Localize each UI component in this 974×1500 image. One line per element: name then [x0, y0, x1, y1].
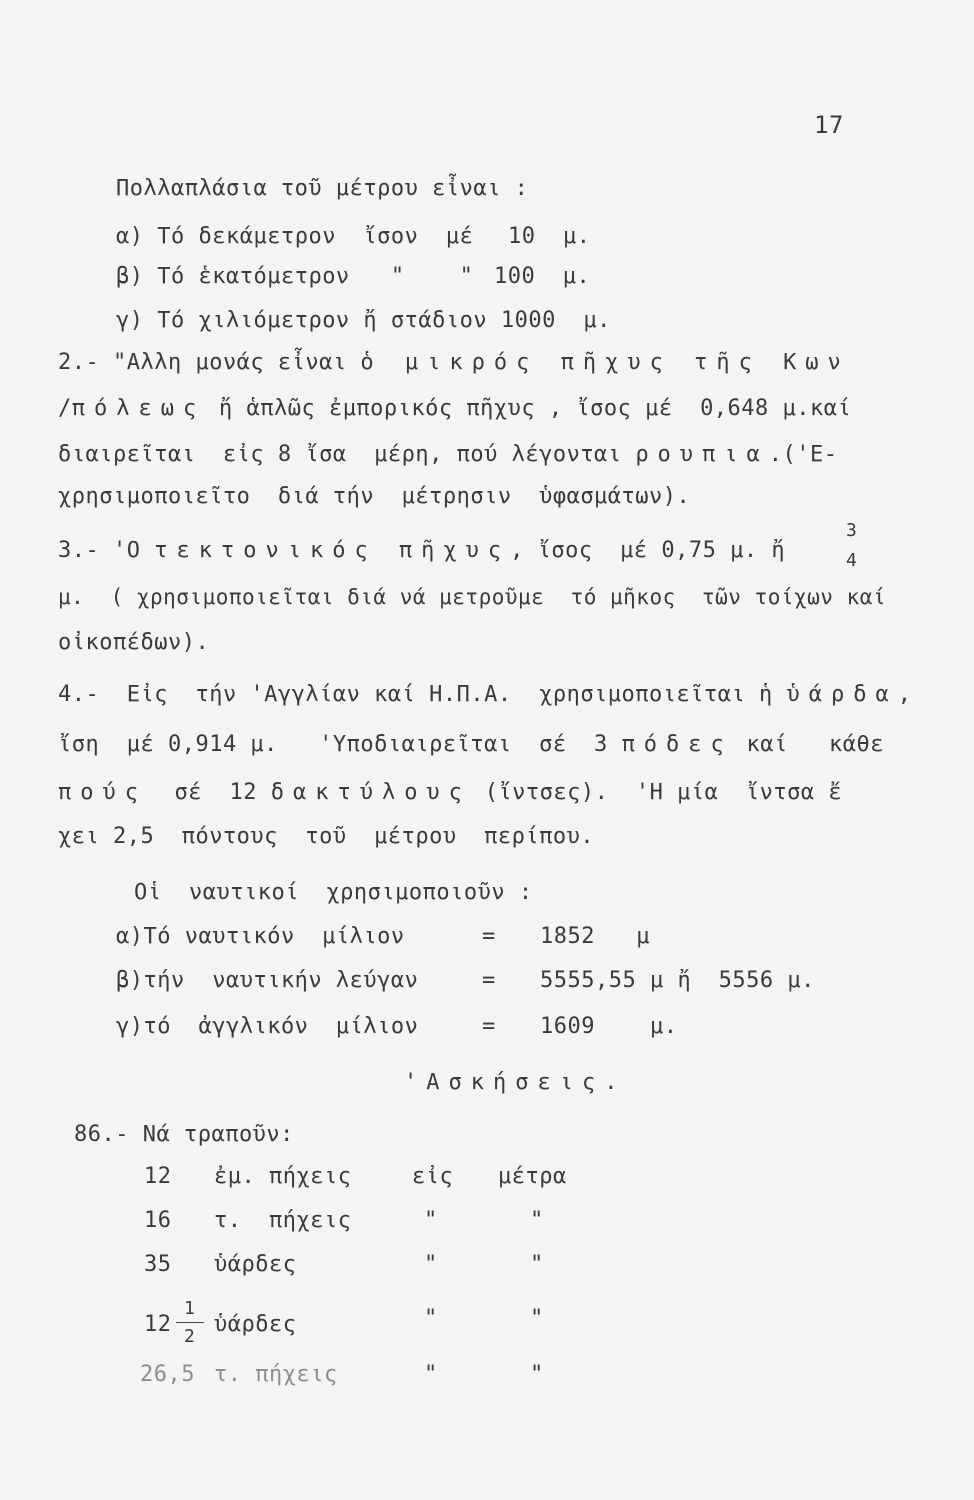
exercise-qty-3: 35 — [144, 1252, 172, 1277]
exercise-col2-4: " — [530, 1306, 544, 1331]
para2-line3-text: διαιρεῖται εἰς 8 ἴσα μέρη, πού λέγονται — [58, 442, 622, 467]
term-yard: ὑάρδα — [786, 682, 898, 707]
fraction-denominator: 4 — [846, 550, 857, 571]
exercises-title-text: 'Ασκήσεις — [404, 1070, 605, 1095]
multiples-heading: Πολλαπλάσια τοῦ μέτρου εἶναι : — [116, 176, 529, 201]
para4-line1-text: 4.- Εἰς τήν 'Αγγλίαν καί Η.Π.Α. χρησιμοποιεῖται ἡ — [58, 682, 773, 707]
exercise-col1-5: " — [424, 1362, 438, 1387]
para2-line2 — [58, 396, 851, 422]
para2-line3 — [58, 442, 838, 468]
term-foot: πούς — [58, 780, 147, 805]
item-letter: α) — [116, 224, 144, 249]
para4-comma: , — [897, 682, 912, 707]
nautical-eq-a: = — [482, 924, 496, 949]
multiple-item-a — [116, 224, 473, 250]
item-text: Τό δεκάμετρον ἴσον μέ — [157, 224, 474, 249]
para2-line4: χρησιμοποιεῖτο διά τήν μέτρησιν ὑφασμάτων). — [58, 484, 691, 509]
nautical-eq-b: = — [482, 968, 496, 993]
nautical-label-a: α)Τό ναυτικόν μίλιον — [116, 924, 405, 949]
exercise-frac-num: 1 — [184, 1298, 195, 1319]
term-inches: δακτύλους — [270, 780, 471, 805]
exercise-problem: 86.- Νά τραποῦν: — [74, 1122, 294, 1147]
para4-line3-end: (ἴντσες). 'Η μία ἴντσα ἔ — [484, 780, 843, 805]
exercise-unit-2: τ. πήχεις — [214, 1208, 352, 1233]
item-text: Τό χιλιόμετρον ἤ στάδιον 1000 μ. — [157, 308, 611, 333]
page-number: 17 — [814, 111, 844, 139]
exercise-col2-2: " — [530, 1208, 544, 1233]
para4-line4: χει 2,5 πόντους τοῦ μέτρου περίπου. — [58, 824, 595, 849]
term-poleos: πόλεως — [71, 396, 206, 421]
para3-line3: οἰκοπέδων). — [58, 630, 210, 655]
multiple-item-c — [116, 308, 611, 334]
exercise-col2-1: μέτρα — [498, 1164, 567, 1189]
para2-line3-end: .('Ε- — [768, 442, 838, 467]
nautical-label-b: β)τήν ναυτικήν λεύγαν — [116, 968, 419, 993]
exercise-frac-den: 2 — [184, 1326, 195, 1347]
exercise-qty-4: 12 — [144, 1312, 172, 1337]
para4-line1 — [58, 682, 911, 708]
para3-lead: 3.- 'Ο — [58, 538, 141, 563]
nautical-value-b: 5555,55 μ ἤ 5556 μ. — [540, 968, 815, 993]
exercise-qty-2: 16 — [144, 1208, 172, 1233]
nautical-value-c: 1609 μ. — [540, 1014, 678, 1039]
para3-line1 — [58, 538, 785, 564]
para4-line2 — [58, 732, 884, 758]
para2-line2-text: ἤ ἁπλῶς ἐμπορικός πῆχυς , ἴσος μέ 0,648 μ.καί — [218, 396, 852, 421]
term-roupia: ρουπια — [635, 442, 769, 467]
para3-line1-text: , ἴσος μέ 0,75 μ. ἤ — [510, 538, 786, 563]
exercises-title — [404, 1070, 618, 1096]
exercise-col1-3: " — [424, 1252, 438, 1277]
item-letter: γ) — [116, 308, 144, 333]
term-small-cubit: ὁ μικρός πῆχυς τῆς Κων — [360, 350, 850, 375]
para2-line1 — [58, 350, 850, 376]
fraction-bar — [176, 1322, 204, 1323]
multiple-item-b — [116, 264, 473, 290]
term-feet: πόδες — [621, 732, 733, 757]
term-carpenter-cubit: τεκτονικός πῆχυς — [154, 538, 511, 563]
para4-line3 — [58, 780, 842, 806]
multiple-value-b: 100 μ. — [494, 264, 591, 289]
item-letter: β) — [116, 264, 144, 289]
exercises-title-dot: . — [604, 1070, 618, 1095]
para3-line2: μ. ( χρησιμοποιεῖται διά νά μετροῦμε τό μῆκος τῶν τοίχων καί — [58, 585, 887, 609]
exercise-col2-5: " — [530, 1362, 544, 1387]
para4-line3-text: σέ 12 — [174, 780, 257, 805]
exercise-unit-5: τ. πήχεις — [214, 1362, 338, 1387]
nautical-heading: Οἱ ναυτικοί χρησιμοποιοῦν : — [134, 880, 533, 905]
exercise-unit-3: ὑάρδες — [214, 1252, 297, 1277]
item-text: Τό ἑκατόμετρον " " — [157, 264, 474, 289]
exercise-qty-5: 26,5 — [140, 1362, 195, 1387]
fraction-numerator: 3 — [846, 520, 857, 541]
para2-slash: / — [58, 396, 72, 421]
nautical-eq-c: = — [482, 1014, 496, 1039]
exercise-col1-2: " — [424, 1208, 438, 1233]
exercise-unit-4: ὑάρδες — [214, 1312, 297, 1337]
nautical-label-c: γ)τό ἀγγλικόν μίλιον — [116, 1014, 419, 1039]
para4-line2-text: ἴση μέ 0,914 μ. 'Υποδιαιρεῖται σέ 3 — [58, 732, 608, 757]
para2-lead: 2.- "Αλλη μονάς εἶναι — [58, 350, 347, 375]
exercise-col2-3: " — [530, 1252, 544, 1277]
para4-line2-end: καί κάθε — [746, 732, 884, 757]
multiple-value-a: 10 μ. — [508, 224, 591, 249]
exercise-qty-1: 12 — [144, 1164, 172, 1189]
nautical-value-a: 1852 μ — [540, 924, 650, 949]
exercise-unit-1: ἐμ. πήχεις — [214, 1164, 352, 1189]
exercise-col1-4: " — [424, 1306, 438, 1331]
exercise-col1-1: εἰς — [412, 1164, 454, 1189]
